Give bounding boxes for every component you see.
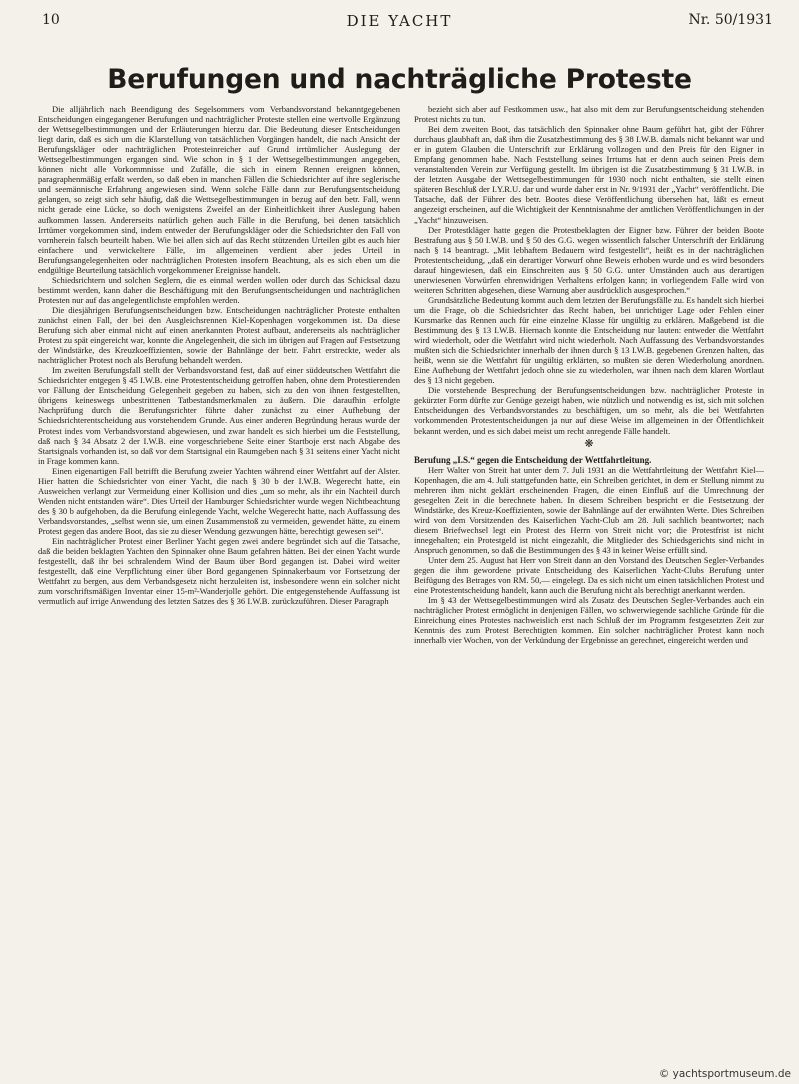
paragraph: Bei dem zweiten Boot, das tatsächlich den Spinnaker ohne Baum geführt hat, gibt der Führer durchaus glaubhaft an, daß ihm die Zusatzbestimmung des § 38 I.W.B. damals nicht bekannt war und er in gutem Glauben die Unterschrift zur Erklärung vollzogen und den Preis für den Eigner in Empfang genommen habe. Nach Feststellung seines Irrtums hat er denn auch seinen Preis dem veranstaltenden Verein zur Verfügung gestellt. Im übrigen ist die Zusatzbestimmung § 31 I.W.B. in der letzten Ausgabe der Wettsegelbestimmungen für 1930 noch nicht enthalten, sie stellt einen späteren Beschluß der I.Y.R.U. dar und wurde daher erst in Nr. 9/1931 der „Yacht“ veröffentlicht. Die Tatsache, daß der Führer des betr. Bootes diese Veröffentlichung übersehen hat, läßt es erneut angezeigt erscheinen, auf die Wichtigkeit der Kenntnisnahme der amtlichen Veröffentlichungen in der „Yacht“ hinzuweisen. [414,124,764,225]
magazine-title: DIE YACHT [346,12,453,30]
page-header [0,10,799,34]
paragraph: Die diesjährigen Berufungsentscheidungen bzw. Entscheidungen nachträglicher Proteste enthalten zunächst einen Fall, der bei den Ausgleichsrennen Kiel-Kopenhagen vorgekommen ist. Da diese Berufung sich aber einmal nicht auf einen anerkannten Protest aufbaut, andererseits als nachträglicher Protest zu spät eingereicht war, konnte die Angelegenheit, die sich im übrigen auf Fragen auf Festsetzung der Windstärke, des Kreuzkoeffizienten, sowie der Bahnlänge der betr. Fahrt erstreckte, weder als nachträglicher Protest noch als Berufung behandelt werden. [38,304,400,366]
paragraph: Im § 43 der Wettsegelbestimmungen wird als Zusatz des Deutschen Segler-Verbandes auch ein nachträglicher Protest ermöglicht in denjenigen Fällen, wo schwerwiegende sachliche Gründe für die Einreichung eines Protestes nachweislich erst nach Schluß der im Programm festgesetzten Zeit zur Kenntnis des zum Protest Berechtigten kommen. Ein solcher nachträglicher Protest kann noch innerhalb vier Wochen, von der Verkündung der Ergebnisse an gerechnet, eingereicht werden und [414,595,764,646]
paragraph: Einen eigenartigen Fall betrifft die Berufung zweier Yachten während einer Wettfahrt auf der Alster. Hier hatten die Schiedsrichter von einer Yacht, die nach § 30 b der I.W.B. Wegerecht hatte, ein Ausweichen verlangt zur Vermeidung einer Kollision und dies „um so mehr, als ihr ein Nachteil durch Wenden nicht entstanden wäre“. Dies Urteil der Hamburger Schiedsrichter wurde wegen Nichtbeachtung des § 30 b aufgehoben, da die Berufung einlegende Yacht, welche Wegerecht hatte, nach Auffassung des Verbandsvorstandes, „selbst wenn sie, um einen Zusammenstoß zu vermeiden, gewendet hätte, zu einem Protest gegen das andere Boot, das sie zu dieser Wendung gezwungen hätte, berechtigt gewesen sei“. [38,465,400,536]
paragraph: bezieht sich aber auf Festkommen usw., hat also mit dem zur Berufungsentscheidung stehenden Protest nichts zu tun. [414,104,764,125]
subheading: Berufung „I.S.“ gegen die Entscheidung der Wettfahrtleitung. [414,454,652,465]
paragraph: Schiedsrichtern und solchen Seglern, die es einmal werden wollen oder durch das Schicksal dazu bestimmt werden, kann daher die Beschäftigung mit den Berufungsentscheidungen und nachträglichen Protesten nur auf das angelegentlichste empfohlen werden. [38,274,400,305]
issue-number: Nr. 50/1931 [688,12,773,28]
paragraph: Die alljährlich nach Beendigung des Segelsommers vom Verbandsvorstand bekanntgegebenen Entscheidungen eingegangener Berufungen und nachträglicher Proteste stellen eine wertvolle Ergänzung der Wettsegelbestimmungen und der Erläuterungen hierzu dar. Die Bedeutung dieser Entscheidungen liegt darin, daß es sich um die Klarstellung von tatsächlichen Vorgängen handelt, die nach Ansicht der Berufungskläger oder nachträglichen Protesteinreicher auf Grund irrtümlicher Auslegung der Wettsegelbestimmungen ergangen sind. Wie schon in § 1 der Wettsegelbestimmungen angegeben, können nicht alle Vorkommnisse und Zufälle, die sich in einem Rennen ereignen können, paragraphenmäßig erfaßt werden, so daß eben in manchen Fällen die Schiedsrichter auf ihre seglerische und seemännische Erfahrung angewiesen sind. Wenn solche Fälle dann zur Berufungsentscheidung gelangen, so zeigt sich sehr häufig, daß die Wettsegelbestimmungen in bezug auf den betr. Fall, wenn nicht gerade eine Lücke, so doch wenigstens Zweifel an der Einheitlichkeit ihrer Auslegung haben aufkommen lassen. Andererseits natürlich gehen auch Fälle in die Berufung, bei denen tatsächlich Irrtümer vorgekommen sind, indem entweder der Berufungskläger oder die Schiedsrichter den Fall von vornherein falsch beurteilt haben. Wie bei allen sich auf das Recht stützenden Urteilen gibt es auch hier einfachere und verwickeltere Fälle, im allgemeinen verdient aber jedes Urteil in Berufungsangelegenheiten oder nachträglichen Protesten insofern Beachtung, als es sich eben um die endgültige Beurteilung tatsächlich vorgekommener Ereignisse handelt. [38,104,400,275]
column-right [414,104,764,1079]
article-title: Berufungen und nachträgliche Proteste [107,64,692,95]
column-left [38,104,400,1079]
paragraph: Im zweiten Berufungsfall stellt der Verbandsvorstand fest, daß auf einer süddeutschen Wettfahrt die Schiedsrichter entgegen § 45 I.W.B. eine Protestentscheidung getroffen haben, ohne dem Protestierenden vor Fällung der Entscheidung Gelegenheit gegeben zu haben, sich zu den von ihnen festgestellten, übrigens keineswegs unbestrittenen Tatbestandsmerkmalen zu äußern. Die daraufhin erfolgte Nachprüfung durch die Berufungsrichter führte daher zunächst zu einer Aufhebung der Schiedsrichterentscheidung aus vorstehendem Grunde. Aus einer anderen Begründung heraus wurde der Protest indes vom Verbandsvorstand abgewiesen, und zwar handelt es sich hierbei um die Feststellung, daß nach § 34 Absatz 2 der I.W.B. eine vorgeschriebene Seite einer Startboje erst nach Abgabe des Startsignals vorhanden ist, so daß vor dem Startsignal ein Raumgeben nach § 31 seitens einer Yacht nicht in Frage kommen kann. [38,365,400,466]
watermark: © yachtsportmuseum.de [658,1068,791,1080]
paragraph: Herr Walter von Streit hat unter dem 7. Juli 1931 an die Wettfahrtleitung der Wettfahrt Kiel—Kopenhagen, die am 4. Juli stattgefunden hatte, ein Schreiben gerichtet, in dem er Stellung nimmt zu mehreren ihm nicht geklärt erscheinenden Fragen, die einen Einfluß auf die Umrechnung der gesegelten Zeit in die berechnete haben. In diesem Schreiben bespricht er die Festsetzung der Windstärke, des Kreuz-Koeffizienten, sowie der Bahnlänge auf der erwähnten Werte. Dies Schreiben wird von dem Vorsitzenden des Kaiserlichen Yacht-Club am 28. Juli sachlich beantwortet; nach diesem Briefwechsel legt ein Protest des Herrn von Streit nicht vor; die Protestfrist ist nicht innegehalten; ein Protestgeld ist nicht eingezahlt, die Mitglieder des Schiedsgerichts sind nicht in Anspruch genommen, so daß die Bestimmungen des § 43 in keiner Weise erfüllt sind. [414,464,764,556]
page-number: 10 [42,12,60,28]
paragraph: Grundsätzliche Bedeutung kommt auch dem letzten der Berufungsfälle zu. Es handelt sich hierbei um die Frage, ob die Schiedsrichter das Recht haben, bei unrichtiger Lage oder Fehlen einer Kursmarke das Rennen auch für eine einzelne Klasse für ungültig zu erklären. Maßgebend ist die Bestimmung des § 13 I.W.B. Hiernach konnte die Entscheidung nur lauten: entweder die Wettfahrt wird wiederholt, oder die Wettfahrt wird nicht wiederholt. Nach Auffassung des Verbandsvorstandes mußten sich die Schiedsrichter innerhalb der ihnen durch § 13 I.W.B. gegebenen Grenzen halten, das heißt, wenn sie die Wettfahrt für ungültig erklärten, so mußten sie deren Wiederholung anordnen. Eine Aufhebung der Wettfahrt jedoch ohne sie zu wiederholen, war ihnen nach dem klaren Wortlaut des § 13 nicht gegeben. [414,294,764,386]
paragraph: Der Protestkläger hatte gegen die Protestbeklagten der Eigner bzw. Führer der beiden Boote Bestrafung aus § 50 I.W.B. und § 50 des G.G. wegen wissentlich falscher Unterschrift der Erklärung nach § 14 beantragt. „Mit lebhaftem Bedauern wird festgestellt“, heißt es in der nachträglichen Protestentscheidung, „daß ein derartiger Vorwurf ohne Beweis erhoben wurde und es wird besonders darauf hingewiesen, daß ein Einschreiten aus § 50 G.G. unter Umständen auch aus derartigen unerwiesenen Vorwürfen ehrenwidrigen Verhaltens erfolgen kann; in vorliegendem Falle wird von weiteren Schritten abgesehen, diese Warnung aber ausdrücklich ausgesprochen.“ [414,224,764,295]
paragraph: Die vorstehende Besprechung der Berufungsentscheidungen bzw. nachträglicher Proteste in gekürzter Form dürfte zur Genüge gezeigt haben, wie nützlich und notwendig es ist, sich mit solchen Entscheidungen des Verbandsvorstandes zu beschäftigen, um so mehr, als die bei Wettfahrten vorkommenden Protestentscheidungen ja nur auf diese Weise im allgemeinen in der Öffentlichkeit bekannt werden, und es sich dabei meist um recht anregende Fälle handelt. [414,385,764,436]
section-ornament: ❋ [584,437,594,450]
paragraph: Ein nachträglicher Protest einer Berliner Yacht gegen zwei andere begründet sich auf die Tatsache, daß die beiden beklagten Yachten den Spinnaker ohne Baum gefahren hätten. Bei der einen Yacht wurde festgestellt, daß ihr bei schralendem Wind der Baum über Bord gegangen ist. Dabei wird weiter festgestellt, daß eine Verpflichtung einer über Bord gegangenen Spinnakerbaum vor Fortsetzung der Wettfahrt zu bergen, aus dem Verbandsgesetz nicht herzuleiten ist, insbesondere wenn ein solcher nicht zum vorschriftsmäßigen Inventar einer 15-m²-Wanderjolle gehört. Die entgegenstehende Auffassung ist vermutlich auf irrige Anwendung des letzten Satzes des § 36 I.W.B. zurückzuführen. Dieser Paragraph [38,536,400,607]
paragraph: Unter dem 25. August hat Herr von Streit dann an den Vorstand des Deutschen Segler-Verbandes gegen die ihm gewordene private Entscheidung des Kaiserlichen Yacht-Clubs Berufung unter Beifügung des Betrages von RM. 50,— eingelegt. Da es sich nicht um einen tatsächlichen Protest und eine Protestentscheidung handelt, kann auch die Berufung nicht als berechtigt anerkannt werden. [414,555,764,596]
